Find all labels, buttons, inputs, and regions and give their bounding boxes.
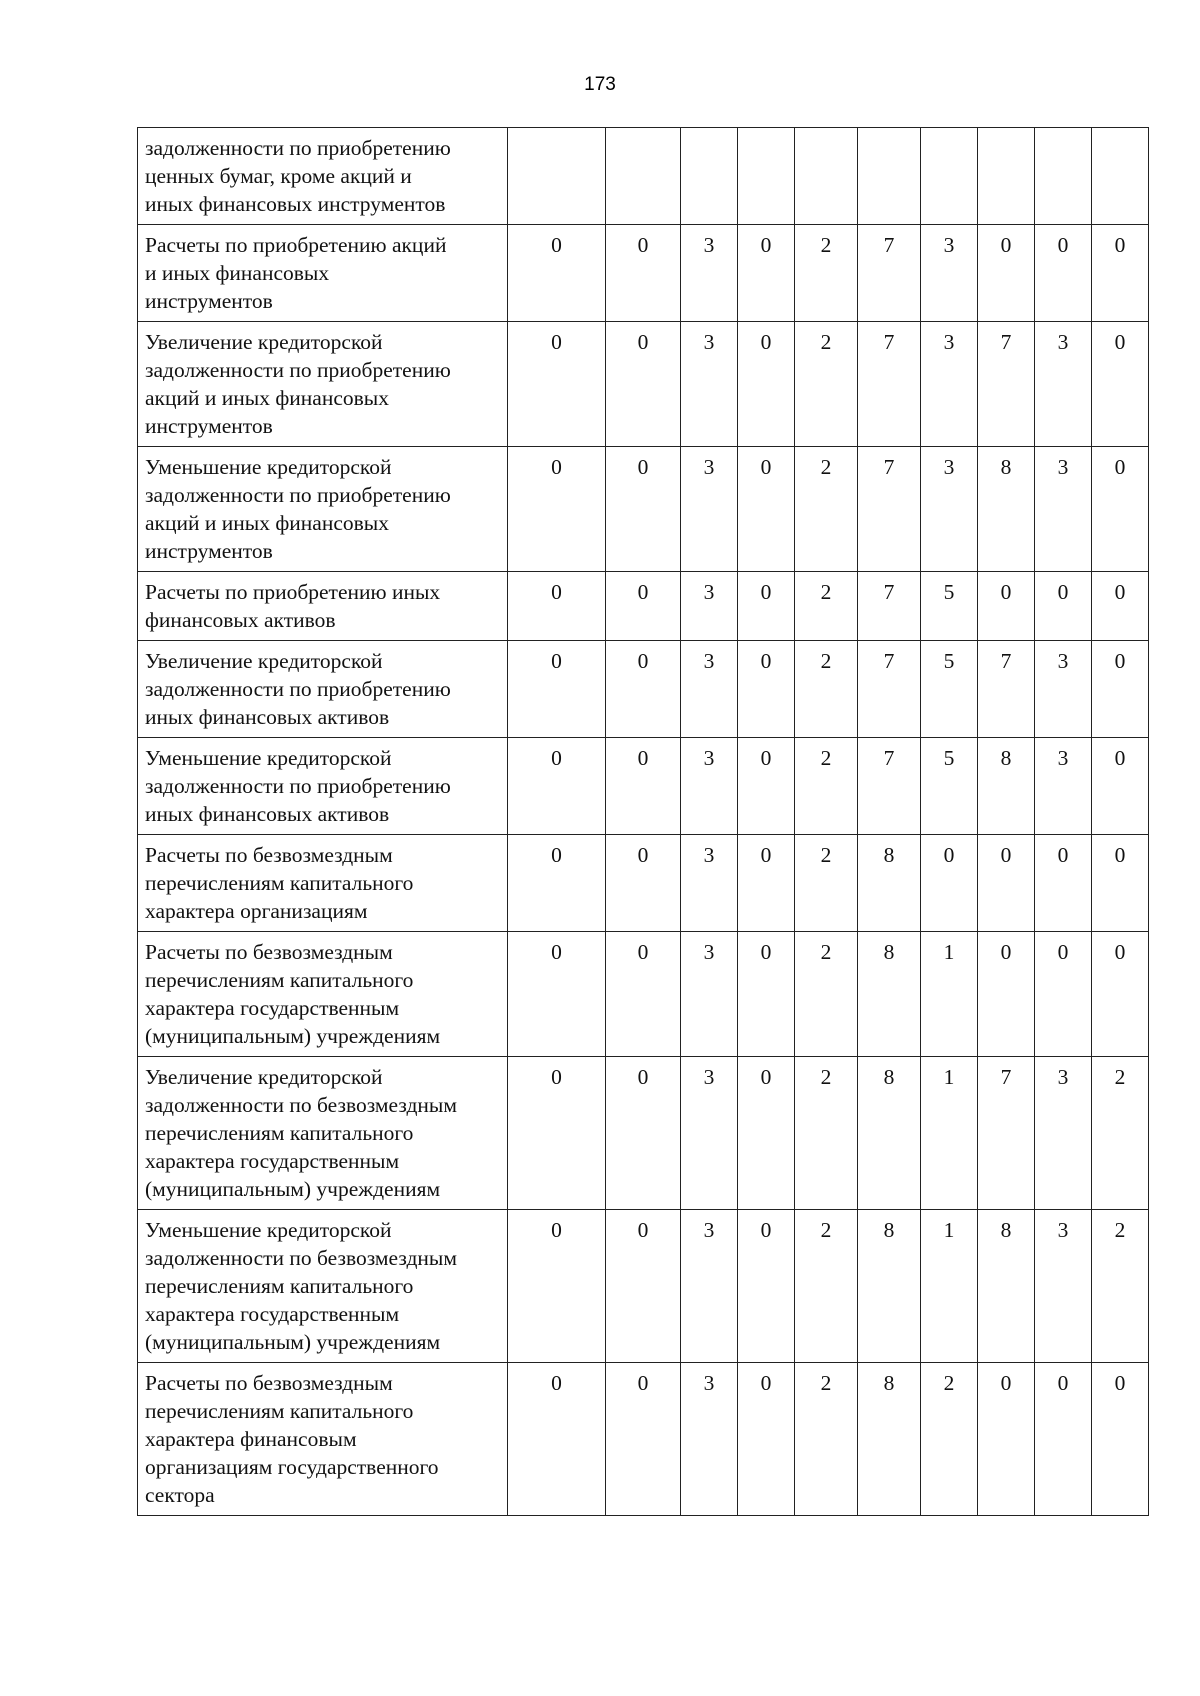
code-digit-cell: 0 [738, 835, 795, 932]
code-digit-cell: 0 [508, 932, 606, 1057]
table-row [138, 932, 1149, 1057]
code-digit-cell: 2 [795, 1210, 858, 1363]
row-label-line: Расчеты по приобретению акций [145, 233, 447, 257]
code-digit-cell: 3 [681, 572, 738, 641]
row-label-line: Уменьшение кредиторской [145, 1218, 392, 1242]
code-digit-cell: 3 [681, 641, 738, 738]
code-digit-cell: 0 [978, 835, 1035, 932]
row-label-line: Увеличение кредиторской [145, 330, 383, 354]
code-digit-cell: 0 [508, 641, 606, 738]
row-label-line: (муниципальным) учреждениям [145, 1330, 441, 1354]
row-label-line: инструментов [145, 289, 273, 313]
code-digit-cell [978, 128, 1035, 225]
row-label-cell [138, 738, 508, 835]
code-digit-cell [606, 128, 681, 225]
code-digit-cell: 0 [738, 447, 795, 572]
code-digit-cell: 0 [606, 447, 681, 572]
code-digit-cell: 3 [681, 738, 738, 835]
code-digit-cell: 3 [681, 1363, 738, 1516]
code-digit-cell: 2 [795, 447, 858, 572]
code-digit-cell [738, 128, 795, 225]
code-digit-cell: 0 [738, 641, 795, 738]
code-digit-cell: 0 [738, 932, 795, 1057]
page-number: 173 [584, 74, 616, 95]
row-label-cell [138, 128, 508, 225]
row-label-line: инструментов [145, 539, 273, 563]
table-row [138, 225, 1149, 322]
table-row [138, 572, 1149, 641]
row-label-line: и иных финансовых [145, 261, 330, 285]
account-codes-table [137, 127, 1149, 1516]
table-row [138, 322, 1149, 447]
code-digit-cell: 3 [921, 225, 978, 322]
code-digit-cell: 2 [1092, 1057, 1149, 1210]
code-digit-cell: 0 [508, 572, 606, 641]
code-digit-cell: 0 [1092, 447, 1149, 572]
row-label-line: Расчеты по безвозмездным [145, 843, 393, 867]
code-digit-cell: 0 [738, 225, 795, 322]
code-digit-cell: 5 [921, 738, 978, 835]
code-digit-cell: 2 [795, 932, 858, 1057]
code-digit-cell: 2 [795, 641, 858, 738]
row-label-cell [138, 447, 508, 572]
row-label-line: характера государственным [145, 1302, 400, 1326]
table-row [138, 447, 1149, 572]
table-row [138, 128, 1149, 225]
table-row [138, 835, 1149, 932]
code-digit-cell: 0 [978, 1363, 1035, 1516]
row-label-line: задолженности по безвозмездным [145, 1093, 457, 1117]
table-body [138, 128, 1149, 1516]
code-digit-cell: 2 [1092, 1210, 1149, 1363]
code-digit-cell: 7 [858, 225, 921, 322]
code-digit-cell: 0 [1035, 1363, 1092, 1516]
row-label-line: акций и иных финансовых [145, 511, 389, 535]
code-digit-cell: 3 [1035, 322, 1092, 447]
row-label-line: задолженности по приобретению [145, 136, 451, 160]
code-digit-cell: 2 [795, 1363, 858, 1516]
code-digit-cell: 3 [681, 1210, 738, 1363]
code-digit-cell: 0 [508, 225, 606, 322]
row-label-cell [138, 322, 508, 447]
code-digit-cell: 0 [508, 738, 606, 835]
code-digit-cell: 0 [606, 1057, 681, 1210]
code-digit-cell: 0 [508, 447, 606, 572]
code-digit-cell [921, 128, 978, 225]
row-label-line: ценных бумаг, кроме акций и [145, 164, 412, 188]
code-digit-cell: 3 [1035, 1057, 1092, 1210]
code-digit-cell: 0 [1092, 738, 1149, 835]
code-digit-cell [858, 128, 921, 225]
code-digit-cell: 2 [795, 738, 858, 835]
code-digit-cell: 1 [921, 1210, 978, 1363]
code-digit-cell: 7 [978, 641, 1035, 738]
code-digit-cell: 7 [858, 572, 921, 641]
table-row [138, 738, 1149, 835]
row-label-line: Расчеты по безвозмездным [145, 1371, 393, 1395]
code-digit-cell: 8 [978, 1210, 1035, 1363]
row-label-line: перечислениям капитального [145, 1399, 414, 1423]
code-digit-cell: 0 [606, 225, 681, 322]
code-digit-cell: 7 [858, 447, 921, 572]
code-digit-cell: 0 [508, 322, 606, 447]
row-label-line: иных финансовых активов [145, 705, 390, 729]
code-digit-cell: 3 [921, 447, 978, 572]
code-digit-cell: 0 [606, 932, 681, 1057]
code-digit-cell: 2 [921, 1363, 978, 1516]
row-label-line: Уменьшение кредиторской [145, 746, 392, 770]
code-digit-cell: 0 [1092, 641, 1149, 738]
code-digit-cell: 0 [1092, 835, 1149, 932]
code-digit-cell: 0 [738, 738, 795, 835]
code-digit-cell: 0 [978, 225, 1035, 322]
row-label-line: перечислениям капитального [145, 871, 414, 895]
code-digit-cell: 2 [795, 225, 858, 322]
code-digit-cell: 0 [738, 1210, 795, 1363]
row-label-line: Увеличение кредиторской [145, 649, 383, 673]
code-digit-cell: 0 [1092, 1363, 1149, 1516]
code-digit-cell: 0 [606, 572, 681, 641]
code-digit-cell: 8 [978, 447, 1035, 572]
code-digit-cell: 8 [858, 835, 921, 932]
code-digit-cell [1092, 128, 1149, 225]
code-digit-cell: 0 [1035, 572, 1092, 641]
row-label-line: иных финансовых инструментов [145, 192, 446, 216]
row-label-line: организациям государственного [145, 1455, 439, 1479]
row-label-line: задолженности по безвозмездным [145, 1246, 457, 1270]
row-label-cell [138, 932, 508, 1057]
row-label-line: характера организациям [145, 899, 368, 923]
row-label-line: характера финансовым [145, 1427, 357, 1451]
row-label-line: задолженности по приобретению [145, 774, 451, 798]
code-digit-cell: 0 [1092, 572, 1149, 641]
row-label-line: сектора [145, 1483, 215, 1507]
code-digit-cell: 0 [978, 572, 1035, 641]
code-digit-cell: 8 [858, 1210, 921, 1363]
code-digit-cell: 0 [738, 322, 795, 447]
code-digit-cell: 1 [921, 1057, 978, 1210]
row-label-cell [138, 1363, 508, 1516]
row-label-line: (муниципальным) учреждениям [145, 1024, 441, 1048]
row-label-line: Уменьшение кредиторской [145, 455, 392, 479]
row-label-line: акций и иных финансовых [145, 386, 389, 410]
code-digit-cell: 5 [921, 641, 978, 738]
code-digit-cell: 1 [921, 932, 978, 1057]
code-digit-cell: 2 [795, 322, 858, 447]
row-label-line: иных финансовых активов [145, 802, 390, 826]
code-digit-cell: 7 [858, 322, 921, 447]
row-label-line: финансовых активов [145, 608, 336, 632]
row-label-line: задолженности по приобретению [145, 677, 451, 701]
code-digit-cell: 3 [1035, 738, 1092, 835]
table-row [138, 1057, 1149, 1210]
code-digit-cell: 8 [978, 738, 1035, 835]
code-digit-cell: 7 [978, 322, 1035, 447]
row-label-line: характера государственным [145, 996, 400, 1020]
row-label-line: Расчеты по безвозмездным [145, 940, 393, 964]
code-digit-cell: 0 [738, 572, 795, 641]
code-digit-cell: 0 [1092, 932, 1149, 1057]
code-digit-cell: 2 [795, 835, 858, 932]
code-digit-cell: 0 [606, 835, 681, 932]
code-digit-cell: 0 [508, 1363, 606, 1516]
row-label-cell [138, 1057, 508, 1210]
row-label-line: характера государственным [145, 1149, 400, 1173]
code-digit-cell: 0 [738, 1363, 795, 1516]
code-digit-cell: 0 [606, 1363, 681, 1516]
code-digit-cell: 3 [681, 225, 738, 322]
row-label-line: Расчеты по приобретению иных [145, 580, 441, 604]
code-digit-cell: 8 [858, 932, 921, 1057]
row-label-line: задолженности по приобретению [145, 358, 451, 382]
code-digit-cell: 7 [858, 738, 921, 835]
table-row [138, 1210, 1149, 1363]
code-digit-cell: 0 [1035, 225, 1092, 322]
code-digit-cell: 3 [1035, 641, 1092, 738]
code-digit-cell: 0 [978, 932, 1035, 1057]
code-digit-cell: 3 [921, 322, 978, 447]
code-digit-cell: 3 [681, 447, 738, 572]
row-label-cell [138, 1210, 508, 1363]
row-label-cell [138, 572, 508, 641]
code-digit-cell: 0 [508, 1057, 606, 1210]
code-digit-cell: 7 [978, 1057, 1035, 1210]
code-digit-cell: 0 [606, 1210, 681, 1363]
code-digit-cell [1035, 128, 1092, 225]
row-label-cell [138, 835, 508, 932]
code-digit-cell: 8 [858, 1363, 921, 1516]
code-digit-cell: 0 [921, 835, 978, 932]
code-digit-cell: 5 [921, 572, 978, 641]
row-label-line: (муниципальным) учреждениям [145, 1177, 441, 1201]
code-digit-cell: 0 [606, 738, 681, 835]
code-digit-cell: 7 [858, 641, 921, 738]
code-digit-cell: 0 [738, 1057, 795, 1210]
row-label-line: инструментов [145, 414, 273, 438]
code-digit-cell: 0 [1092, 225, 1149, 322]
table-row [138, 641, 1149, 738]
code-digit-cell [795, 128, 858, 225]
code-digit-cell: 3 [681, 322, 738, 447]
code-digit-cell: 0 [1035, 932, 1092, 1057]
code-digit-cell: 3 [681, 932, 738, 1057]
code-digit-cell: 0 [606, 322, 681, 447]
row-label-line: перечислениям капитального [145, 968, 414, 992]
code-digit-cell: 8 [858, 1057, 921, 1210]
code-digit-cell [681, 128, 738, 225]
table-row [138, 1363, 1149, 1516]
row-label-line: перечислениям капитального [145, 1274, 414, 1298]
code-digit-cell: 2 [795, 1057, 858, 1210]
code-digit-cell: 0 [508, 1210, 606, 1363]
row-label-line: перечислениям капитального [145, 1121, 414, 1145]
code-digit-cell [508, 128, 606, 225]
code-digit-cell: 3 [1035, 1210, 1092, 1363]
row-label-line: задолженности по приобретению [145, 483, 451, 507]
code-digit-cell: 3 [681, 1057, 738, 1210]
row-label-line: Увеличение кредиторской [145, 1065, 383, 1089]
code-digit-cell: 0 [1035, 835, 1092, 932]
row-label-cell [138, 641, 508, 738]
code-digit-cell: 0 [1092, 322, 1149, 447]
code-digit-cell: 3 [1035, 447, 1092, 572]
row-label-cell [138, 225, 508, 322]
code-digit-cell: 0 [508, 835, 606, 932]
code-digit-cell: 0 [606, 641, 681, 738]
code-digit-cell: 2 [795, 572, 858, 641]
code-digit-cell: 3 [681, 835, 738, 932]
